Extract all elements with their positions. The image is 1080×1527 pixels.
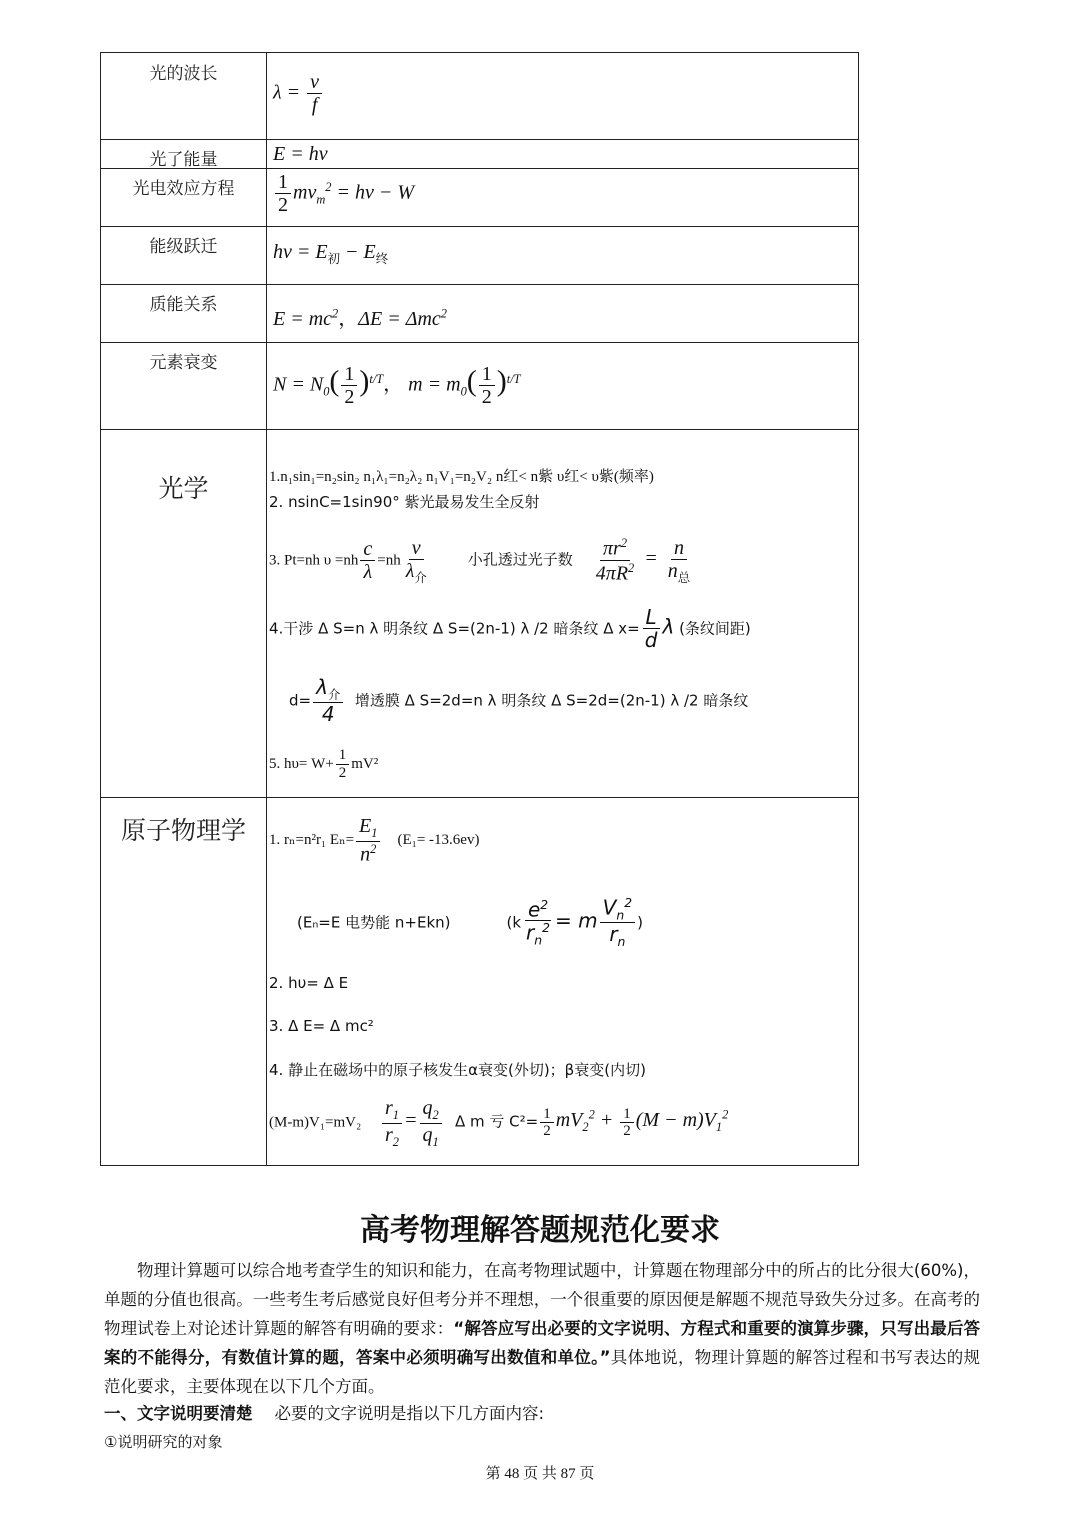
section-heading-1 [104,1400,544,1424]
formula-photon-energy: E = hν [273,143,328,165]
optics-line-4-text: 4.干涉 Δ S=n λ 明条纹 Δ S=(2n-1) λ /2 暗条纹 Δ x= [269,619,640,638]
optics-line-3-text: 3. Pt=nh υ =nh [269,552,359,569]
atomic-line-2-k: (k [506,913,522,932]
page-title: 高考物理解答题规范化要求 [360,1213,720,1248]
section-heading-1-text: 必要的文字说明是指以下几方面内容: [274,1404,545,1423]
formula-mass-energy: $E = mc^2$，ΔE = Δmc$^2$ [273,306,447,330]
optics-line-4-note: (条纹间距) [679,619,751,638]
atomic-line-4: 3. Δ E= Δ mc² [269,1017,374,1035]
optics-line-6: 5. hυ= W+ $\frac{1}{2}$ mV² [269,747,379,781]
atomic-line-2-text: (Eₙ=E 电势能 n+Ekn) [297,913,451,932]
row-label-decay: 元素衰变 [149,353,218,373]
formula-energy-level: $h\nu = E_初 - E_终$ [273,241,389,266]
formula-wavelength: λ = $\frac{v}{f}$ [273,71,324,117]
row-label-mass-energy: 质能关系 [149,295,218,315]
atomic-line-3: 2. hυ= Δ E [269,974,349,992]
optics-line-4: 4.干涉 Δ S=n λ 明条纹 Δ S=(2n-1) λ /2 暗条纹 Δ x= $\frac{L}{d}$ λ (条纹间距) [269,605,751,652]
atomic-line-2: (Eₙ=E 电势能 n+Ekn) (k $\frac{e^2}{r_n^2}$ = m $\frac{V_n^2}{r_n}$ ) [297,895,643,950]
row-label-atomic: 原子物理学 [120,816,246,845]
section-heading-1-title: 一、文字说明要清楚 [104,1404,253,1423]
optics-line-1: 1.n₁sin₁=n₂sin₂ n₁λ₁=n₂λ₂ n₁V₁=n₂V₂ n红< n紫 υ红< υ紫(频率) [269,469,654,485]
atomic-line-1-note: (E₁= -13.6ev) [397,832,480,849]
optics-line-6-tail: mV² [351,755,379,772]
row-label-photon-energy: 光了能量 [149,150,218,170]
optics-line-5-d: d= [289,691,312,710]
formula-table [100,52,859,1166]
row-label-energy-level: 能级跃迁 [149,237,218,257]
row-label-optics: 光学 [158,474,209,503]
optics-line-6-text: 5. hυ= W+ [269,755,334,772]
intro-paragraph [104,1256,980,1401]
atomic-line-6-mass: Δ m 亏 C²= [454,1112,539,1131]
atomic-line-1: 1. rₙ=n²r₁ Eₙ= $\frac{E_1}{n^2}$ (E₁= -13.6ev) [269,815,480,866]
optics-line-3-label: 小孔透过光子数 [467,550,573,569]
atomic-line-5: 4. 静止在磁场中的原子核发生α衰变(外切)；β衰变(内切) [269,1061,646,1079]
intro-text-1: 物理计算题可以综合地考查学生的知识和能力，在高考物理试题中，计算题在物理部分中的所占的比分很大(60%)，单题的分值也很高。一些考生考后感觉良好但考分并不理想，一个很重要的原因便是解题不规范导致失分过多。在高考的物理试卷上对论述计算题的解答有明确的要求： [104,1261,980,1338]
optics-line-5: d= $\frac{\lambda_介}{4}$ 增透膜 Δ S=2d=n λ 明条纹 Δ S=2d=(2n-1) λ /2 暗条纹 [289,675,749,726]
atomic-line-6-text: (M-m)V₁=mV₂ [269,1114,362,1131]
row-label-wavelength: 光的波长 [149,64,218,84]
optics-line-2: 2. nsinC=1sin90° 紫光最易发生全反射 [269,493,540,511]
list-item: ①说明研究的对象 [104,1433,223,1451]
row-label-photoelectric: 光电效应方程 [132,179,235,199]
intro-text-2: 具体地说，物理计算题的解答过程和书写表达的规范化要求，主要体现在以下几个方面。 [104,1348,980,1396]
optics-line-3: 3. Pt=nh υ =nh $\frac{c}{\lambda}$ =nh $\frac{v}{\lambda_介}$ 小孔透过光子数 $\frac{\pi r^2}{4\pi R^2}$ = $\frac{n}{n_总}$ [269,536,691,586]
optics-line-5-text: 增透膜 Δ S=2d=n λ 明条纹 Δ S=2d=(2n-1) λ /2 暗条纹 [354,691,749,710]
intro-bold: “解答应写出必要的文字说明、方程式和重要的演算步骤，只写出最后答案的不能得分，有数值计算的题，答案中必须明确写出数值和单位。” [104,1319,980,1367]
atomic-line-1-text: 1. rₙ=n²r₁ Eₙ= [269,832,355,849]
formula-decay: $N = N_0$( $\frac{1}{2}$ )$^{t/T}$， $m = m_0$( $\frac{1}{2}$ )$^{t/T}$ [273,363,521,408]
formula-photoelectric: $\frac{1}{2}$ $mv_m^2 = h\nu - W$ [273,171,414,217]
atomic-line-6: (M-m)V₁=mV₂ $\frac{r_1}{r_2}$ = $\frac{q_2}{q_1}$ Δ m 亏 C²= $\frac{1}{2}$ $mV_2^2$ + $\frac{1}{2}$ $(M - m)V_1^2$ [269,1097,729,1149]
page-footer: 第 48 页 共 87 页 [485,1466,595,1482]
